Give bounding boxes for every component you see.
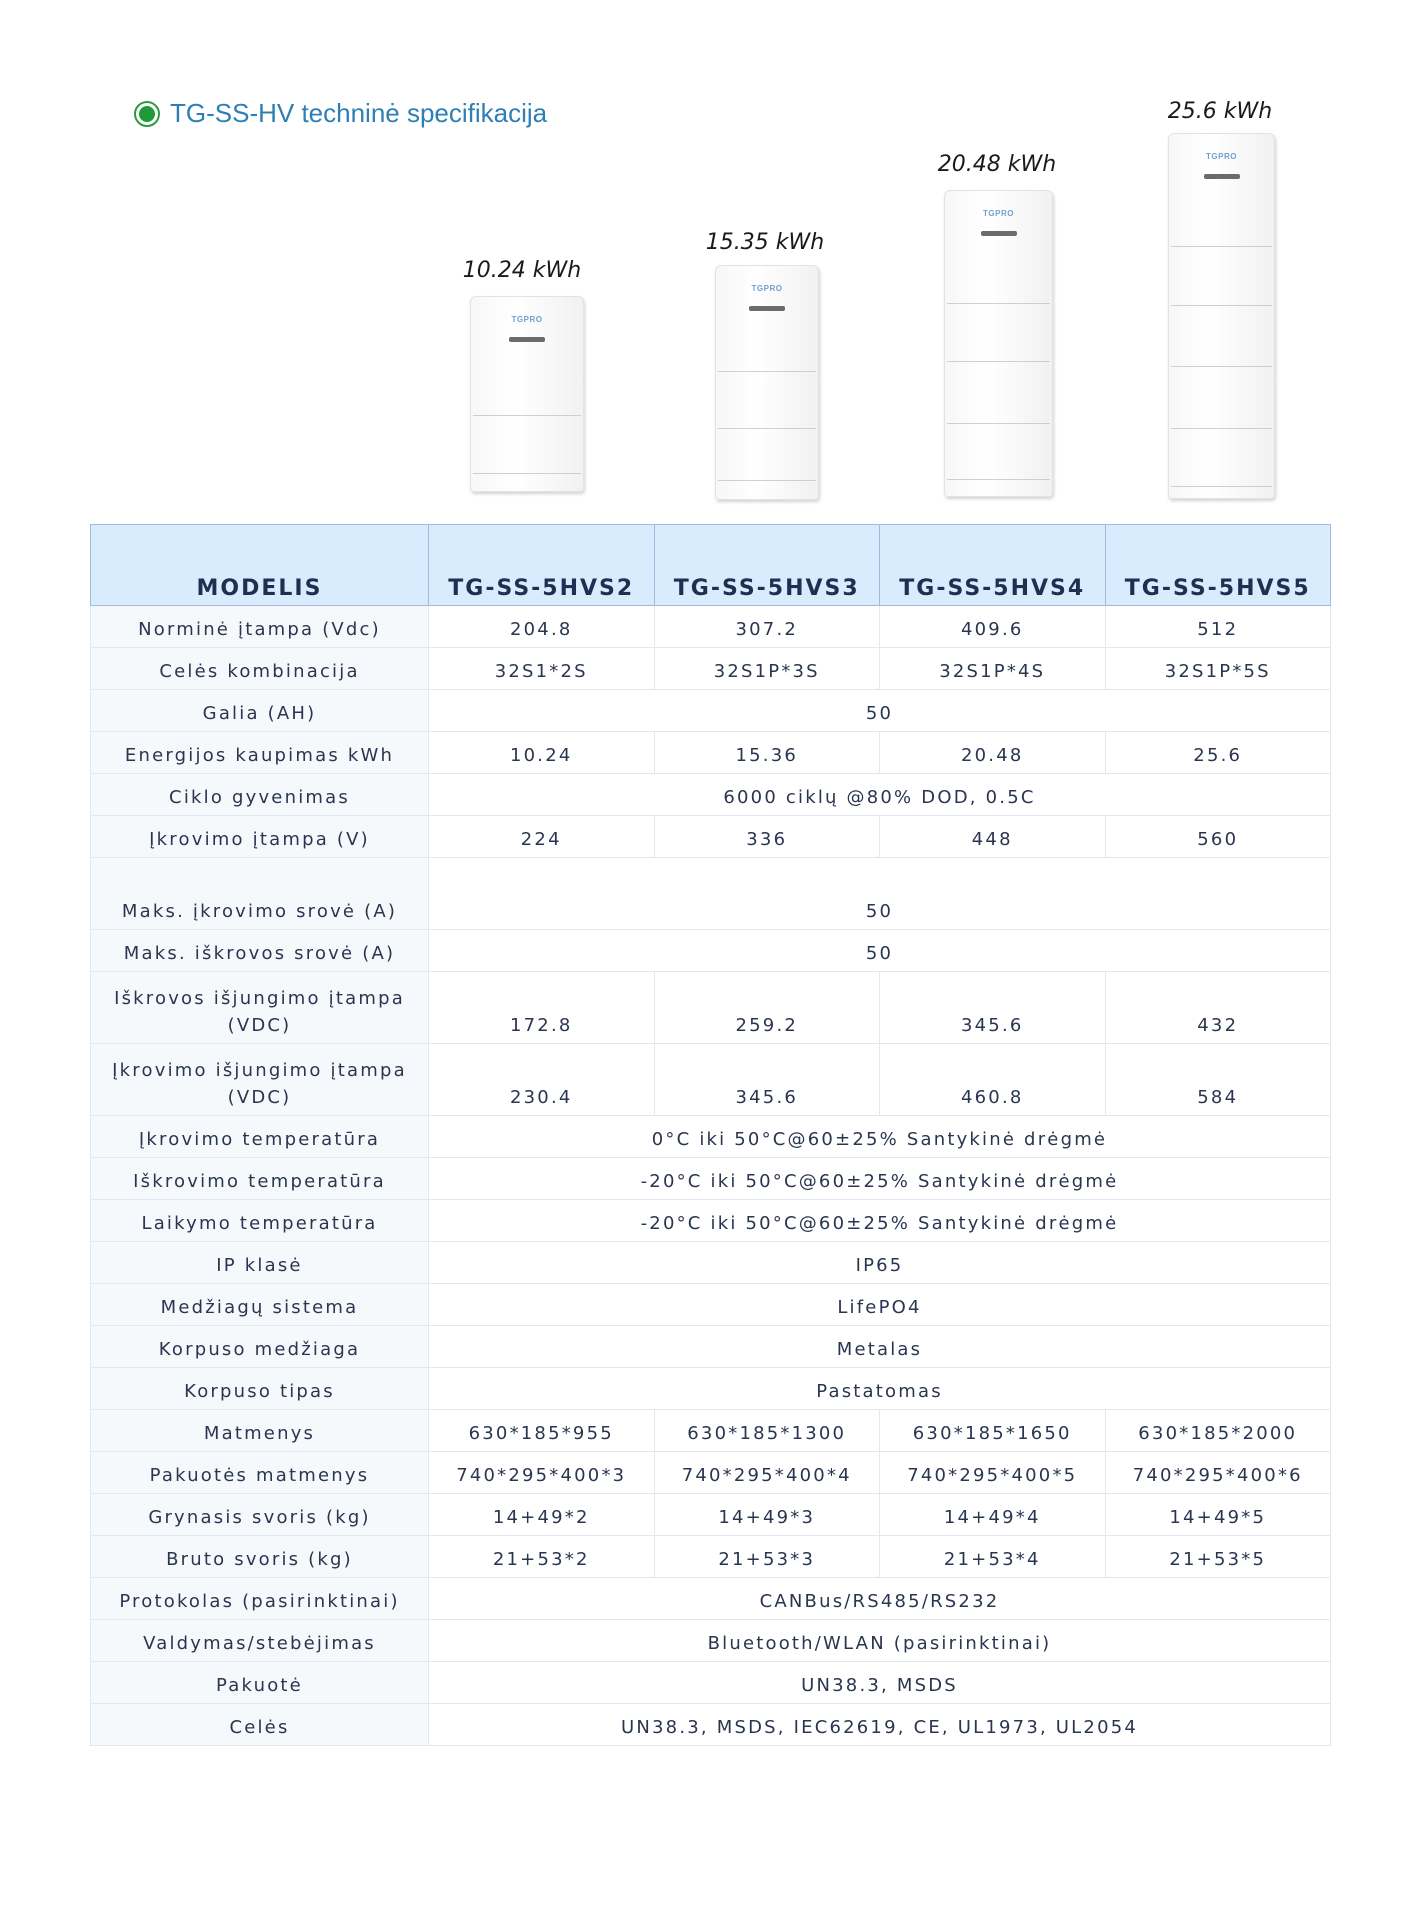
row-label: Iškrovos išjungimo įtampa (VDC) xyxy=(91,972,429,1044)
value-cell: 14+49*4 xyxy=(880,1494,1106,1536)
table-row xyxy=(91,1116,1331,1158)
row-label: Maks. iškrovos srovė (A) xyxy=(91,930,429,972)
value-cell: 460.8 xyxy=(880,1044,1106,1116)
value-cell: 230.4 xyxy=(429,1044,655,1116)
merged-value-cell: Pastatomas xyxy=(429,1368,1331,1410)
table-row xyxy=(91,1410,1331,1452)
row-label: Įkrovimo temperatūra xyxy=(91,1116,429,1158)
value-cell: 224 xyxy=(429,816,655,858)
battery-brand-logo: TGPRO xyxy=(751,284,783,293)
table-row xyxy=(91,648,1331,690)
battery-brand-logo: TGPRO xyxy=(511,315,543,324)
row-label: Korpuso tipas xyxy=(91,1368,429,1410)
page-title-text: TG-SS-HV techninė specifikacija xyxy=(170,98,548,128)
value-cell: 336 xyxy=(654,816,880,858)
table-row xyxy=(91,1242,1331,1284)
value-cell: 740*295*400*3 xyxy=(429,1452,655,1494)
merged-value-cell: CANBus/RS485/RS232 xyxy=(429,1578,1331,1620)
column-header: TG-SS-5HVS2 xyxy=(429,525,655,606)
value-cell: 25.6 xyxy=(1105,732,1331,774)
battery-capacity-label: 10.24 kWh xyxy=(462,258,582,283)
value-cell: 740*295*400*4 xyxy=(654,1452,880,1494)
value-cell: 32S1*2S xyxy=(429,648,655,690)
merged-value-cell: LifePO4 xyxy=(429,1284,1331,1326)
value-cell: 21+53*3 xyxy=(654,1536,880,1578)
battery-capacity-label: 25.6 kWh xyxy=(1167,99,1273,124)
merged-value-cell: 50 xyxy=(429,690,1331,732)
row-label: Celės kombinacija xyxy=(91,648,429,690)
value-cell: 172.8 xyxy=(429,972,655,1044)
value-cell: 32S1P*5S xyxy=(1105,648,1331,690)
battery-brand-logo: TGPRO xyxy=(983,209,1014,218)
merged-value-cell: UN38.3, MSDS, IEC62619, CE, UL1973, UL2054 xyxy=(429,1704,1331,1746)
row-label: Bruto svoris (kg) xyxy=(91,1536,429,1578)
value-cell: 630*185*2000 xyxy=(1105,1410,1331,1452)
page-title xyxy=(134,98,547,129)
merged-value-cell: 50 xyxy=(429,930,1331,972)
battery-image xyxy=(715,265,819,500)
row-label: Maks. įkrovimo srovė (A) xyxy=(91,858,429,930)
battery-display-icon xyxy=(509,337,545,342)
table-row xyxy=(91,1704,1331,1746)
table-row xyxy=(91,1284,1331,1326)
value-cell: 32S1P*3S xyxy=(654,648,880,690)
value-cell: 14+49*5 xyxy=(1105,1494,1331,1536)
table-row xyxy=(91,1452,1331,1494)
table-row xyxy=(91,1158,1331,1200)
value-cell: 512 xyxy=(1105,606,1331,648)
value-cell: 14+49*3 xyxy=(654,1494,880,1536)
value-cell: 21+53*5 xyxy=(1105,1536,1331,1578)
table-row xyxy=(91,816,1331,858)
row-label: Celės xyxy=(91,1704,429,1746)
value-cell: 432 xyxy=(1105,972,1331,1044)
table-row xyxy=(91,1662,1331,1704)
column-header: TG-SS-5HVS4 xyxy=(880,525,1106,606)
row-label: Įkrovimo įtampa (V) xyxy=(91,816,429,858)
value-cell: 259.2 xyxy=(654,972,880,1044)
row-label: Energijos kaupimas kWh xyxy=(91,732,429,774)
merged-value-cell: 50 xyxy=(429,858,1331,930)
table-row xyxy=(91,774,1331,816)
value-cell: 448 xyxy=(880,816,1106,858)
value-cell: 740*295*400*6 xyxy=(1105,1452,1331,1494)
battery-display-icon xyxy=(749,306,785,311)
row-label: Įkrovimo išjungimo įtampa (VDC) xyxy=(91,1044,429,1116)
table-row xyxy=(91,1494,1331,1536)
merged-value-cell: 0°C iki 50°C@60±25% Santykinė drėgmė xyxy=(429,1116,1331,1158)
value-cell: 21+53*2 xyxy=(429,1536,655,1578)
merged-value-cell: IP65 xyxy=(429,1242,1331,1284)
value-cell: 10.24 xyxy=(429,732,655,774)
value-cell: 32S1P*4S xyxy=(880,648,1106,690)
merged-value-cell: UN38.3, MSDS xyxy=(429,1662,1331,1704)
row-label: Korpuso medžiaga xyxy=(91,1326,429,1368)
value-cell: 345.6 xyxy=(654,1044,880,1116)
table-row xyxy=(91,972,1331,1044)
row-label: Medžiagų sistema xyxy=(91,1284,429,1326)
row-label: Valdymas/stebėjimas xyxy=(91,1620,429,1662)
value-cell: 630*185*1650 xyxy=(880,1410,1106,1452)
row-label: IP klasė xyxy=(91,1242,429,1284)
table-row xyxy=(91,1368,1331,1410)
merged-value-cell: -20°C iki 50°C@60±25% Santykinė drėgmė xyxy=(429,1200,1331,1242)
table-row xyxy=(91,1620,1331,1662)
value-cell: 584 xyxy=(1105,1044,1331,1116)
battery-image xyxy=(470,296,584,492)
battery-brand-logo: TGPRO xyxy=(1206,152,1237,161)
value-cell: 630*185*1300 xyxy=(654,1410,880,1452)
value-cell: 560 xyxy=(1105,816,1331,858)
row-label: Pakuotės matmenys xyxy=(91,1452,429,1494)
row-label: Iškrovimo temperatūra xyxy=(91,1158,429,1200)
row-label: Norminė įtampa (Vdc) xyxy=(91,606,429,648)
battery-display-icon xyxy=(981,231,1017,236)
value-cell: 409.6 xyxy=(880,606,1106,648)
row-label: Protokolas (pasirinktinai) xyxy=(91,1578,429,1620)
table-header-row xyxy=(91,525,1331,606)
table-row xyxy=(91,1326,1331,1368)
table-row xyxy=(91,1536,1331,1578)
battery-image xyxy=(1168,133,1275,499)
table-row xyxy=(91,732,1331,774)
table-row xyxy=(91,690,1331,732)
battery-capacity-label: 20.48 kWh xyxy=(937,152,1057,177)
merged-value-cell: Bluetooth/WLAN (pasirinktinai) xyxy=(429,1620,1331,1662)
value-cell: 204.8 xyxy=(429,606,655,648)
table-row xyxy=(91,1200,1331,1242)
green-bullet-icon xyxy=(134,101,160,127)
row-label: Laikymo temperatūra xyxy=(91,1200,429,1242)
value-cell: 307.2 xyxy=(654,606,880,648)
value-cell: 630*185*955 xyxy=(429,1410,655,1452)
battery-capacity-label: 15.35 kWh xyxy=(705,230,825,255)
value-cell: 740*295*400*5 xyxy=(880,1452,1106,1494)
table-row xyxy=(91,1578,1331,1620)
merged-value-cell: -20°C iki 50°C@60±25% Santykinė drėgmė xyxy=(429,1158,1331,1200)
value-cell: 14+49*2 xyxy=(429,1494,655,1536)
row-label: Grynasis svoris (kg) xyxy=(91,1494,429,1536)
column-header: MODELIS xyxy=(91,525,429,606)
merged-value-cell: 6000 ciklų @80% DOD, 0.5C xyxy=(429,774,1331,816)
value-cell: 20.48 xyxy=(880,732,1106,774)
row-label: Pakuotė xyxy=(91,1662,429,1704)
value-cell: 15.36 xyxy=(654,732,880,774)
table-row xyxy=(91,930,1331,972)
value-cell: 21+53*4 xyxy=(880,1536,1106,1578)
battery-image xyxy=(944,190,1053,497)
table-row xyxy=(91,1044,1331,1116)
value-cell: 345.6 xyxy=(880,972,1106,1044)
table-row xyxy=(91,606,1331,648)
row-label: Galia (AH) xyxy=(91,690,429,732)
merged-value-cell: Metalas xyxy=(429,1326,1331,1368)
column-header: TG-SS-5HVS3 xyxy=(654,525,880,606)
column-header: TG-SS-5HVS5 xyxy=(1105,525,1331,606)
battery-display-icon xyxy=(1204,174,1240,179)
row-label: Ciklo gyvenimas xyxy=(91,774,429,816)
row-label: Matmenys xyxy=(91,1410,429,1452)
specification-table xyxy=(90,524,1331,1746)
table-row xyxy=(91,858,1331,930)
